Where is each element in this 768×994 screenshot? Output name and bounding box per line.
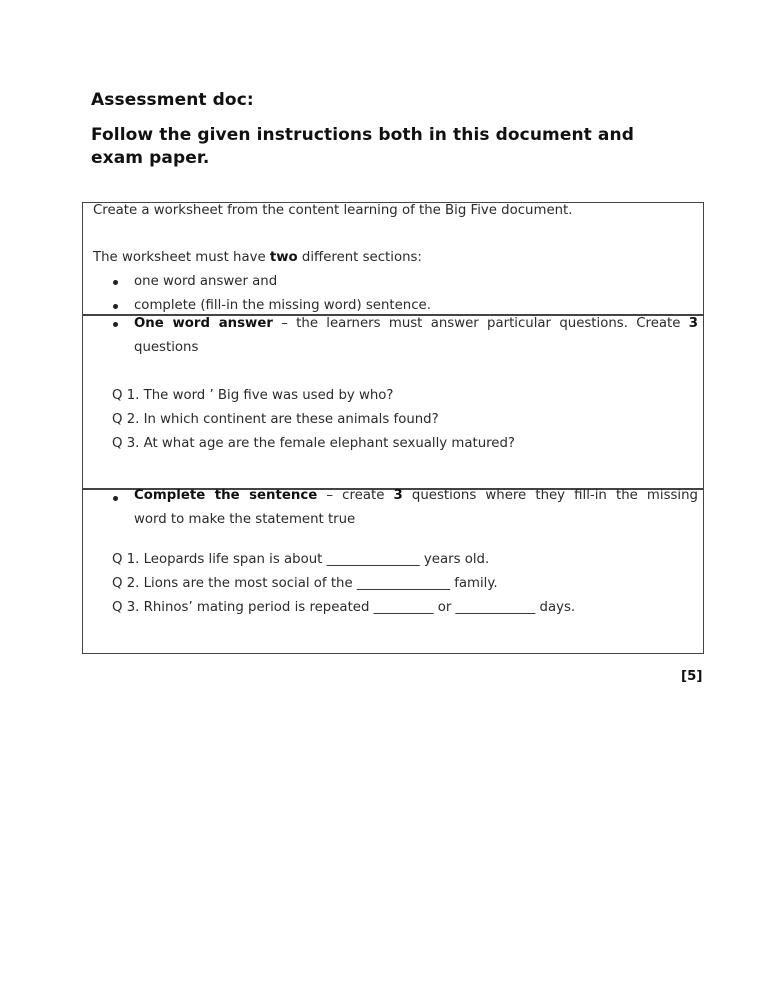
section-one-heading: One word answer (134, 316, 273, 331)
bullet-dot (113, 304, 118, 309)
bullet-dot (113, 496, 118, 501)
section-two-description-cont: word to make the statement true (134, 512, 356, 527)
question-item: Q 1. Leopards life span is about ______________ years old. (112, 552, 490, 567)
sections-count: two (269, 250, 298, 265)
question-item: Q 3. Rhinos’ mating period is repeated _________ or ____________ days. (112, 600, 576, 615)
one-word-answer-box (82, 314, 704, 490)
section-two-description: Complete the sentence – create 3 questions where they fill-in the missing (134, 488, 698, 503)
instruction-heading: Follow the given instructions both in this document and exam paper. (91, 125, 634, 168)
question-item: Q 1. The word ’ Big five was used by who? (112, 388, 394, 403)
list-item: complete (fill-in the missing word) sentence. (134, 298, 431, 313)
task-intro: Create a worksheet from the content learning of the Big Five document. (93, 203, 573, 218)
complete-sentence-box (82, 488, 704, 654)
document-title: Assessment doc: (91, 90, 254, 110)
bullet-dot (113, 322, 118, 327)
question-item: Q 2. In which continent are these animals found? (112, 412, 439, 427)
task-description-box (82, 202, 704, 316)
section-two-heading: Complete the sentence (134, 488, 318, 503)
list-item: one word answer and (134, 274, 278, 289)
section-one-description-cont: questions (134, 340, 199, 355)
question-item: Q 3. At what age are the female elephant sexually matured? (112, 436, 515, 451)
bullet-dot (113, 280, 118, 285)
question-item: Q 2. Lions are the most social of the ______________ family. (112, 576, 498, 591)
total-marks: [5] (681, 669, 703, 684)
section-one-description: One word answer – the learners must answer particular questions. Create 3 (134, 316, 698, 331)
sections-requirement: The worksheet must have two different sections: (93, 250, 422, 265)
